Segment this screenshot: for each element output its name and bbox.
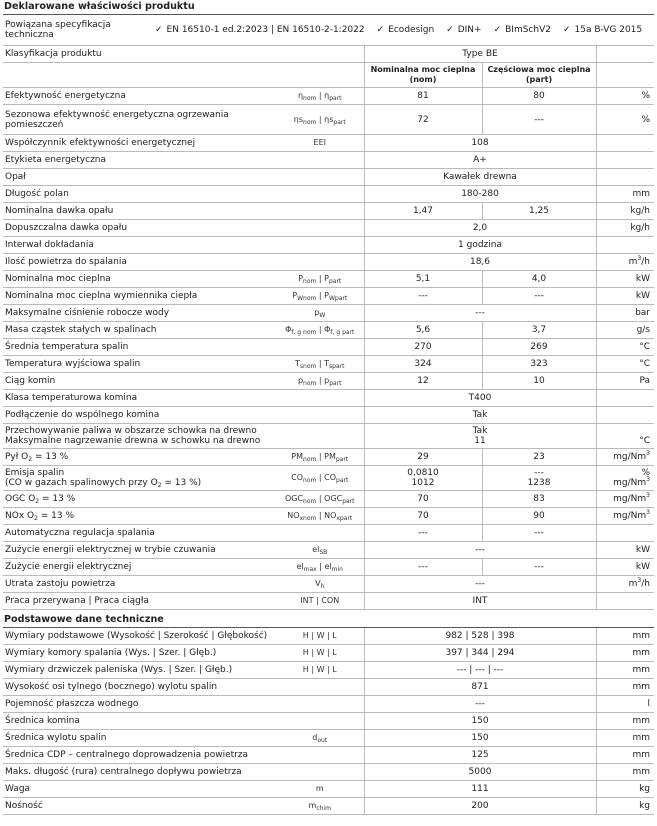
row-unit: g/s [596,322,654,339]
row-label: Maks. długość (rura) centralnego dopływu powietrza [3,764,276,781]
row-symbol [276,764,364,781]
row-label: Ilość powietrza do spalania [3,254,276,271]
row-unit: mm [596,628,654,645]
table-row [3,322,654,339]
row-value: 1 godzina [364,237,596,254]
row-unit: kW [596,288,654,305]
row-symbol [276,254,364,271]
row-unit: mm [596,764,654,781]
row-unit: mm [596,713,654,730]
row-value: --- | --- | --- [364,662,596,679]
row-unit: °C [596,424,654,449]
table-row [3,135,654,152]
row-unit: mg/Nm$^3$ [596,508,654,525]
row-symbol [276,390,364,407]
row-label: Praca przerywana | Praca ciągła [3,593,276,610]
table-row [3,628,654,645]
table-row [3,798,654,815]
row-label: Wymiary drzwiczek paleniska (Wys. | Szer. | Głęb.) [3,662,276,679]
row-symbol [276,169,364,186]
row-unit: $m^3/h$ [596,254,654,271]
row-value-nom: --- [364,559,482,576]
row-symbol [276,424,364,449]
row-label: Efektywność energetyczna [3,88,276,105]
row-label: Automatyczna regulacja spalania [3,525,276,542]
row-unit: mm [596,645,654,662]
row-label: Zużycie energii elektrycznej w trybie czuwania [3,542,276,559]
table-row [3,466,654,491]
row-symbol: $\Phi_{f, g nom}$ | $\Phi_{f, g part}$ [276,322,364,339]
row-symbol [276,220,364,237]
row-label: Wymiary podstawowe (Wysokość | Szerokość | Głębokość) [3,628,276,645]
row-label: Nominalna dawka opału [3,203,276,220]
row-value: --- [364,542,596,559]
row-value: 982 | 528 | 398 [364,628,596,645]
row-unit: kg/h [596,220,654,237]
row-value: 397 | 344 | 294 [364,645,596,662]
row-symbol: INT | CON [276,593,364,610]
table-row [3,186,654,203]
row-label: Opał [3,169,276,186]
row-label: Maksymalne ciśnienie robocze wody [3,305,276,322]
table-row [3,449,654,466]
row-unit: kW [596,559,654,576]
row-unit: °C [596,339,654,356]
row-label: Emisja spalin (CO w gazach spalinowych przy $O_2 = 13$ %) [3,466,276,491]
row-value-part: 1,25 [482,203,596,220]
row-symbol [276,713,364,730]
row-value-part: 83 [482,491,596,508]
table-row [3,169,654,186]
row-symbol: H | W | L [276,662,364,679]
row-symbol: $el_{max}$ | $el_{min}$ [276,559,364,576]
row-value-nom: --- [364,525,482,542]
spec-item: ✓ Ecodesign [376,25,435,35]
row-value: 180-280 [364,186,596,203]
table-row [3,373,654,390]
row-value-part: --- [482,525,596,542]
row-label: Sezonowa efektywność energetyczna ogrzewania pomieszczeń [3,105,276,135]
row-unit: kW [596,542,654,559]
row-label: Waga [3,781,276,798]
row-symbol: m [276,781,364,798]
row-unit: mm [596,186,654,203]
row-unit: % mg/Nm$^3$ [596,466,654,491]
row-symbol: $P_{Wnom}$ | $P_{Wpart}$ [276,288,364,305]
row-value: Kawałek drewna [364,169,596,186]
check-icon: ✓ [562,25,571,35]
row-value: --- [364,696,596,713]
table-row [3,288,654,305]
row-symbol: $m_{chim}$ [276,798,364,815]
table-row [3,559,654,576]
row-label: Temperatura wyjściowa spalin [3,356,276,373]
row-unit: $m^3/h$ [596,576,654,593]
row-unit: mm [596,730,654,747]
row-unit [596,135,654,152]
classification-label: Klasyfikacja produktu [3,46,276,63]
section-title-declared-properties: Deklarowane właściwości produktu [3,0,654,15]
table-row [3,203,654,220]
row-value: 871 [364,679,596,696]
row-unit [596,237,654,254]
table-row [3,764,654,781]
row-value-part: --- 1238 [482,466,596,491]
row-label: Długość polan [3,186,276,203]
row-value-nom: 70 [364,491,482,508]
row-label: Masa cząstek stałych w spalinach [3,322,276,339]
row-label: Podłączenie do wspólnego komina [3,407,276,424]
row-value-nom: 1,47 [364,203,482,220]
row-symbol [276,339,364,356]
table-row [3,645,654,662]
row-unit: mm [596,747,654,764]
table-row [3,390,654,407]
spec-item: ✓ 15a B-VG 2015 [562,25,643,35]
row-label: Średnica CDP – centralnego doprowadzenia powietrza [3,747,276,764]
row-label: Nominalna moc cieplna [3,271,276,288]
table-row [3,508,654,525]
row-value: 125 [364,747,596,764]
row-value-nom: 81 [364,88,482,105]
technical-table [3,628,654,815]
table-row [3,747,654,764]
row-label: Nośność [3,798,276,815]
row-value-nom: 72 [364,105,482,135]
row-value: 150 [364,730,596,747]
row-label: Wymiary komory spalania (Wys. | Szer. | Głęb.) [3,645,276,662]
row-symbol [276,203,364,220]
row-unit: kg [596,798,654,815]
row-symbol [276,696,364,713]
row-symbol: $\eta_{nom}$ | $\eta_{part}$ [276,88,364,105]
row-symbol: $NO_{xnom}$ | $NO_{xpart}$ [276,508,364,525]
row-label: Etykieta energetyczna [3,152,276,169]
row-symbol [276,525,364,542]
row-value: 108 [364,135,596,152]
table-row [3,356,654,373]
check-icon: ✓ [376,25,385,35]
row-value-nom: 5,6 [364,322,482,339]
row-value: INT [364,593,596,610]
row-label: Zużycie energii elektrycznej [3,559,276,576]
table-row [3,88,654,105]
row-label: Dopuszczalna dawka opału [3,220,276,237]
table-row [3,662,654,679]
row-label: Wysokość osi tylnego (bocznego) wylotu spalin [3,679,276,696]
row-unit [596,593,654,610]
table-row [3,713,654,730]
row-unit: l [596,696,654,713]
row-unit: bar [596,305,654,322]
table-row [3,525,654,542]
row-value-part: --- [482,288,596,305]
row-unit: mm [596,662,654,679]
row-symbol: H | W | L [276,645,364,662]
table-row [3,679,654,696]
check-icon: ✓ [155,25,163,35]
table-row [3,339,654,356]
table-row [3,152,654,169]
section-title-technical-data: Podstawowe dane techniczne [3,613,654,628]
row-symbol: EEI [276,135,364,152]
table-row [3,220,654,237]
classification-value: Type BE [364,46,596,63]
row-label: Interwał dokładania [3,237,276,254]
row-value: 150 [364,713,596,730]
row-label: Utrata zastoju powietrza [3,576,276,593]
row-unit [596,525,654,542]
row-unit: kg [596,781,654,798]
row-value: 111 [364,781,596,798]
spec-item: ✓ BImSchV2 [493,25,551,35]
row-label: Ciąg komin [3,373,276,390]
spec-row [3,15,654,46]
row-symbol [276,679,364,696]
properties-table [3,46,654,610]
row-symbol [276,747,364,764]
row-unit: mg/Nm$^3$ [596,449,654,466]
row-value: 2,0 [364,220,596,237]
row-symbol: $\eta s_{nom}$ | $\eta s_{part}$ [276,105,364,135]
row-unit: Pa [596,373,654,390]
row-value: --- [364,305,596,322]
header-partial: Częściowa moc cieplna (part) [482,63,596,88]
table-row [3,730,654,747]
row-value-part: 90 [482,508,596,525]
row-unit [596,169,654,186]
check-icon: ✓ [493,25,502,35]
row-value-nom: 0,0810 1012 [364,466,482,491]
row-unit [596,390,654,407]
row-value-part: 3,7 [482,322,596,339]
row-label: Nominalna moc cieplna wymiennika ciepła [3,288,276,305]
row-label: Średnica komina [3,713,276,730]
row-value-part: 4,0 [482,271,596,288]
spec-item: ✓ DIN+ [446,25,482,35]
row-symbol: $P_{nom}$ | $P_{part}$ [276,271,364,288]
row-value-nom: --- [364,288,482,305]
row-symbol [276,152,364,169]
row-value-nom: 29 [364,449,482,466]
row-unit: mm [596,679,654,696]
row-value-part: --- [482,559,596,576]
row-symbol: H | W | L [276,628,364,645]
row-unit: kg/h [596,203,654,220]
row-value: Tak [364,407,596,424]
row-value-nom: 5,1 [364,271,482,288]
row-symbol: $OGC_{nom}$ | $OGC_{part}$ [276,491,364,508]
row-symbol [276,186,364,203]
table-row [3,491,654,508]
row-symbol: $p_{nom}$ | $p_{part}$ [276,373,364,390]
row-value: Tak 11 [364,424,596,449]
table-row [3,237,654,254]
table-row [3,781,654,798]
row-value: 200 [364,798,596,815]
row-value: 5000 [364,764,596,781]
row-symbol [276,407,364,424]
table-row [3,105,654,135]
header-nominal: Nominalna moc cieplna (nom) [364,63,482,88]
check-icon: ✓ [446,25,454,35]
spec-item: ✓ EN 16510-1 ed.2:2023 | EN 16510-2-1:2022 [155,25,365,35]
row-value-nom: 270 [364,339,482,356]
row-label: NOx $O_2 = 13$ % [3,508,276,525]
row-unit: kW [596,271,654,288]
row-symbol: $d_{out}$ [276,730,364,747]
table-row [3,542,654,559]
row-label: Klasa temperaturowa komina [3,390,276,407]
row-value-part: --- [482,105,596,135]
table-row [3,424,654,449]
row-value-part: 80 [482,88,596,105]
row-value-part: 23 [482,449,596,466]
row-unit: % [596,105,654,135]
row-value-part: 10 [482,373,596,390]
row-symbol: $CO_{nom}$ | $CO_{part}$ [276,466,364,491]
row-symbol [276,237,364,254]
row-symbol: $p_W$ [276,305,364,322]
row-label: OGC $O_2 = 13$ % [3,491,276,508]
row-value-part: 323 [482,356,596,373]
row-value: T400 [364,390,596,407]
row-value: A+ [364,152,596,169]
row-unit: % [596,88,654,105]
row-value-part: 269 [482,339,596,356]
row-label: Pył $O_2 = 13$ % [3,449,276,466]
table-row [3,407,654,424]
row-symbol: $PM_{nom}$ | $PM_{part}$ [276,449,364,466]
row-unit: mg/Nm$^3$ [596,491,654,508]
row-value-nom: 324 [364,356,482,373]
row-label: Pojemność płaszcza wodnego [3,696,276,713]
row-label: Przechowywanie paliwa w obszarze schowka na drewno Maksymalne nagrzewanie drewna w schowku na drewno [3,424,276,449]
table-row [3,576,654,593]
row-symbol: $el_{SB}$ [276,542,364,559]
row-value: 18,6 [364,254,596,271]
row-value: --- [364,576,596,593]
row-value-nom: 70 [364,508,482,525]
row-label: Średnia temperatura spalin [3,339,276,356]
row-label: Średnica wylotu spalin [3,730,276,747]
row-label: Współczynnik efektywności energetycznej [3,135,276,152]
table-row [3,254,654,271]
table-row [3,271,654,288]
row-symbol: $V_h$ [276,576,364,593]
row-value-nom: 12 [364,373,482,390]
table-row [3,593,654,610]
table-row [3,696,654,713]
row-symbol: $T_{snom}$ | $T_{spart}$ [276,356,364,373]
row-unit [596,407,654,424]
spec-items [155,25,642,35]
row-unit [596,152,654,169]
spec-label: Powiązana specyfikacja techniczna [5,20,111,40]
table-row [3,305,654,322]
row-unit: °C [596,356,654,373]
